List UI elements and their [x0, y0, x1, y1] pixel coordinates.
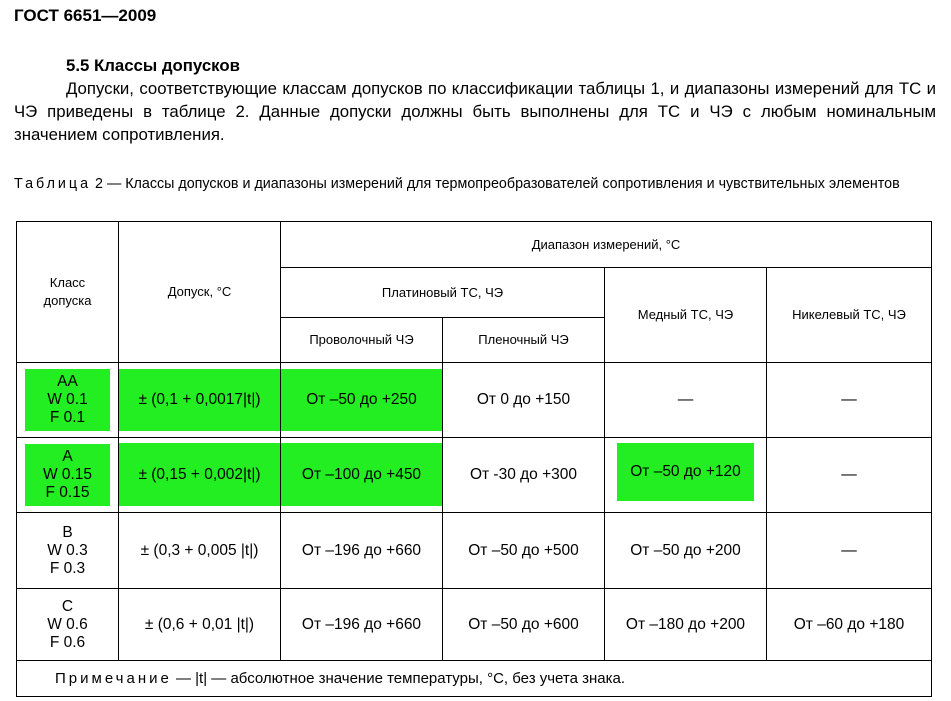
copper-range-cell — [605, 438, 767, 513]
header-nickel: Никелевый ТС, ЧЭ — [767, 268, 932, 363]
class-code: AA — [57, 373, 78, 390]
wire-range-value: От –100 до +450 — [281, 443, 442, 506]
table-caption — [14, 175, 936, 193]
class-cell — [17, 438, 119, 513]
film-range-cell: От 0 до +150 — [443, 363, 605, 438]
class-wire-code: W 0.6 — [47, 615, 88, 633]
film-range-cell: От -30 до +300 — [443, 438, 605, 513]
table-row — [17, 438, 932, 513]
film-range-cell: От –50 до +600 — [443, 589, 605, 661]
header-tolerance: Допуск, °С — [119, 222, 281, 363]
class-cell — [17, 589, 119, 661]
class-cell — [17, 513, 119, 589]
copper-range-value: От –50 до +120 — [617, 443, 754, 501]
nickel-range-cell: — — [767, 513, 932, 589]
header-range: Диапазон измерений, °С — [281, 222, 932, 268]
class-film-code: F 0.6 — [49, 633, 86, 651]
section-heading: 5.5 Классы допусков — [66, 56, 240, 75]
wire-range-cell — [281, 363, 443, 438]
nickel-range-cell: — — [767, 438, 932, 513]
class-film-code: F 0.3 — [49, 559, 86, 577]
table-note-text: — |t| — абсолютное значение температуры, °С, без учета знака. — [171, 669, 626, 687]
class-wire-code: W 0.3 — [47, 541, 88, 559]
tolerance-value: ± (0,1 + 0,0017|t|) — [119, 369, 280, 431]
table-caption-text: 2 — Классы допусков и диапазоны измерений для термопреобразователей сопротивления и чувствительных элементов — [91, 176, 900, 192]
tolerance-value: ± (0,15 + 0,002|t|) — [119, 443, 280, 506]
header-wire: Проволочный ЧЭ — [281, 318, 443, 363]
header-copper: Медный ТС, ЧЭ — [605, 268, 767, 363]
table-row — [17, 513, 932, 589]
copper-range-cell: От –50 до +200 — [605, 513, 767, 589]
tolerance-cell — [119, 438, 281, 513]
section-paragraph: Допуски, соответствующие классам допусков по классификации таблицы 1, и диапазоны измерений для ТС и ЧЭ приведены в таблице 2. Данные допуски должны быть выполнены для ТС и ЧЭ с любым номинальным значением сопротивления. — [14, 79, 936, 144]
table-row — [17, 363, 932, 438]
section-5-5 — [14, 54, 936, 146]
wire-range-cell: От –196 до +660 — [281, 513, 443, 589]
table-note-label: Примечание — [55, 669, 172, 687]
table-caption-label: Таблица — [14, 176, 92, 192]
wire-range-cell: От –196 до +660 — [281, 589, 443, 661]
document-standard-code: ГОСТ 6651—2009 — [14, 6, 157, 25]
table-row — [17, 589, 932, 661]
header-platinum: Платиновый ТС, ЧЭ — [281, 268, 605, 318]
tolerance-cell — [119, 363, 281, 438]
table-note — [17, 661, 932, 697]
nickel-range-cell: — — [767, 363, 932, 438]
wire-range-value: От –50 до +250 — [281, 369, 442, 431]
class-code: A — [62, 448, 73, 465]
copper-range-cell: От –180 до +200 — [605, 589, 767, 661]
header-class: Класс допуска — [17, 222, 119, 363]
copper-range-cell: — — [605, 363, 767, 438]
wire-range-cell — [281, 438, 443, 513]
class-wire-code: W 0.15 — [42, 466, 93, 483]
class-film-code: F 0.15 — [45, 484, 90, 501]
class-code: B — [62, 523, 73, 541]
header-film: Пленочный ЧЭ — [443, 318, 605, 363]
class-code: C — [61, 597, 74, 615]
tolerance-cell: ± (0,6 + 0,01 |t|) — [119, 589, 281, 661]
tolerance-table — [16, 221, 932, 697]
class-cell — [17, 363, 119, 438]
film-range-cell: От –50 до +500 — [443, 513, 605, 589]
class-wire-code: W 0.1 — [47, 391, 88, 408]
tolerance-cell: ± (0,3 + 0,005 |t|) — [119, 513, 281, 589]
nickel-range-cell: От –60 до +180 — [767, 589, 932, 661]
class-film-code: F 0.1 — [49, 409, 86, 426]
